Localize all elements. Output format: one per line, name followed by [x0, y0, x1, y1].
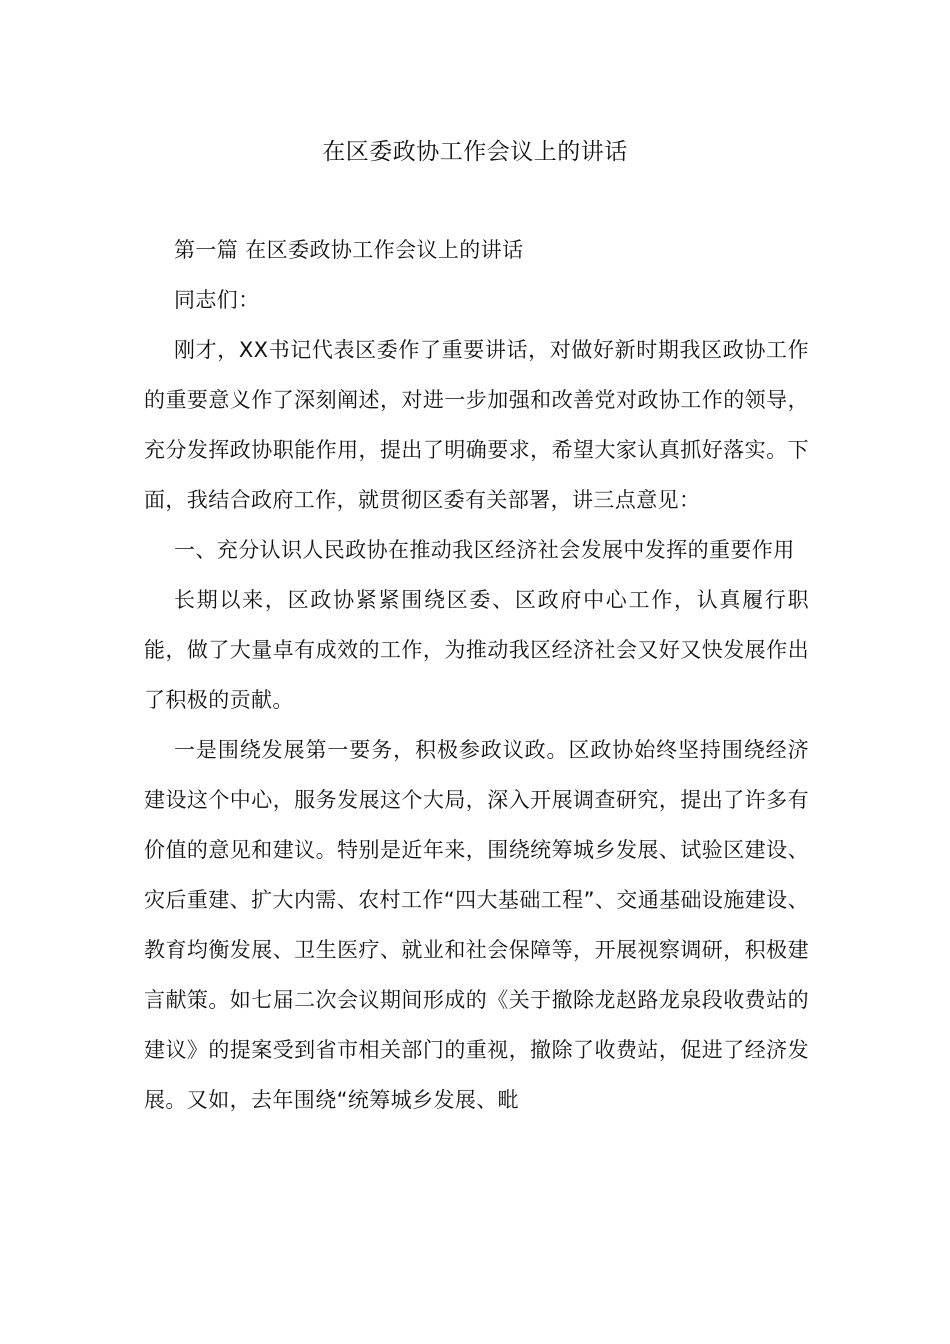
body-paragraph: 长期以来，区政协紧紧围绕区委、区政府中心工作，认真履行职能，做了大量卓有成效的工作，为推动我区经济社会又好又快发展作出了积极的贡献。: [144, 588, 809, 712]
body-paragraph: 刚才，XX书记代表区委作了重要讲话，对做好新时期我区政协工作的重要意义作了深刻阐述，对进一步加强和改善党对政协工作的领导，充分发挥政协职能作用，提出了明确要求，希望大家认真抓好落实。下面，我结合政府工作，就贯彻区委有关部署，讲三点意见：: [144, 338, 809, 512]
salutation: 同志们：: [174, 288, 260, 312]
body-paragraph: 一是围绕发展第一要务，积极参政议政。区政协始终坚持围绕经济建设这个中心，服务发展这个大局，深入开展调查研究，提出了许多有价值的意见和建议。特别是近年来，围绕统筹城乡发展、试验区建设、灾后重建、扩大内需、农村工作“四大基础工程”、交通基础设施建设、教育均衡发展、卫生医疗、就业和社会保障等，开展视察调研，积极建言献策。如七届二次会议期间形成的《关于撤除龙赵路龙泉段收费站的建议》的提案受到省市相关部门的重视，撤除了收费站，促进了经济发展。又如，去年围绕“统筹城乡发展、毗: [144, 738, 809, 1112]
subsection-heading: 一、充分认识人民政协在推动我区经济社会发展中发挥的重要作用: [174, 538, 795, 562]
section-heading: 第一篇 在区委政协工作会议上的讲话: [174, 238, 524, 262]
document-title: 在区委政协工作会议上的讲话: [322, 139, 628, 165]
document-body: [144, 225, 809, 1125]
